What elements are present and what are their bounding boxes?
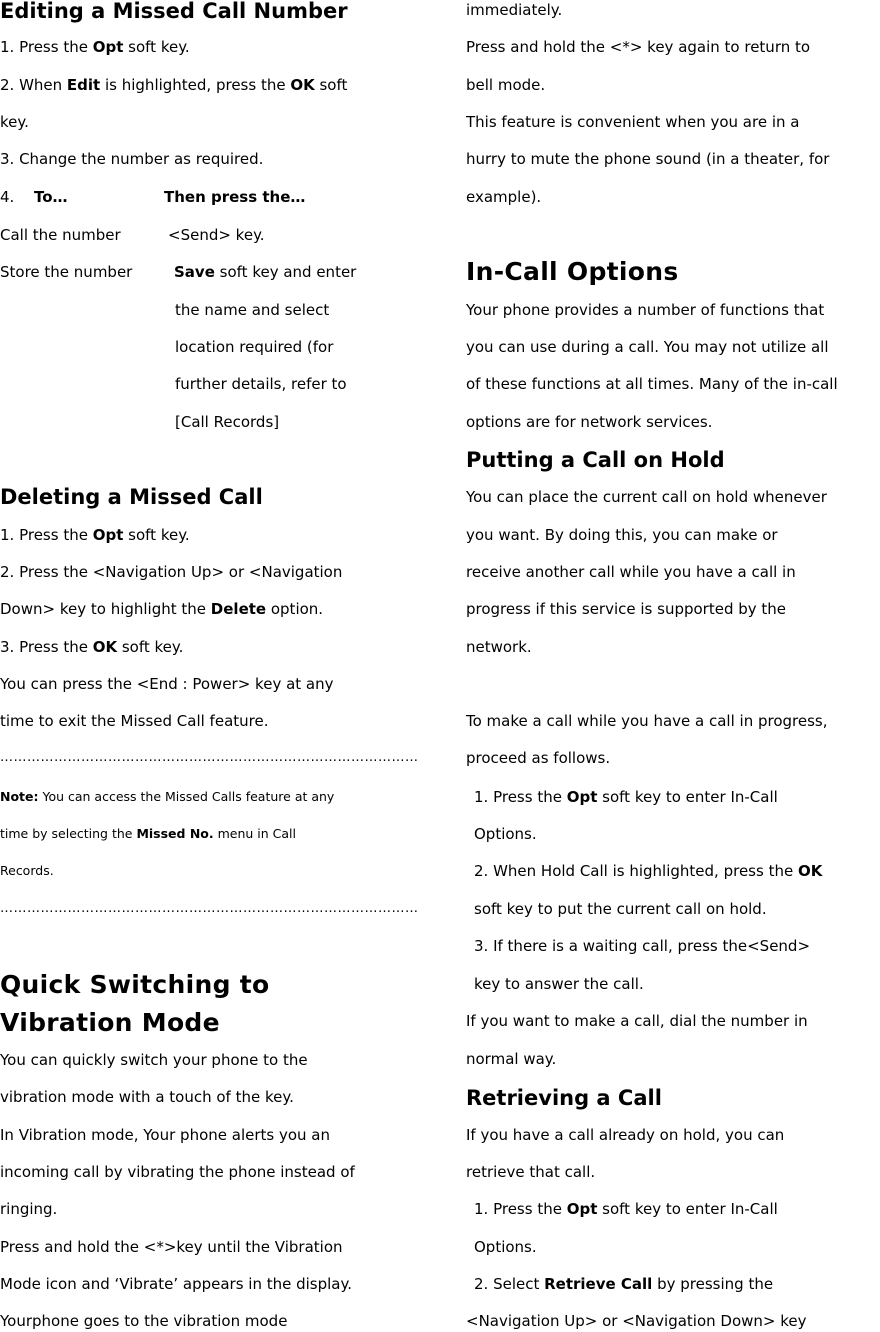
vibration-cont-line: hurry to mute the phone sound (in a theater, for (466, 150, 830, 168)
hold-step-1: 1. Press the Opt soft key to enter In-Call (474, 788, 778, 806)
edit-step-3: 3. Change the number as required. (0, 150, 264, 168)
note-line: Records. (0, 863, 54, 878)
table-row-1-label: Call the number (0, 226, 121, 244)
vibration-cont-line: This feature is convenient when you are in a (466, 113, 800, 131)
vibration-line: You can quickly switch your phone to the (0, 1051, 308, 1069)
table-row-2-line: further details, refer to (175, 375, 347, 393)
edit-step-2-cont: key. (0, 113, 29, 131)
retrieve-step-2: 2. Select Retrieve Call by pressing the (474, 1275, 774, 1293)
table-row-1-action: <Send> key. (168, 226, 265, 244)
hold-line: progress if this service is supported by the (466, 600, 787, 618)
hold-step-2-cont: soft key to put the current call on hold. (474, 900, 767, 918)
hold-heading: Putting a Call on Hold (466, 448, 725, 472)
table-head-to: To… (34, 188, 68, 206)
edit-step-1: 1. Press the Opt soft key. (0, 38, 190, 56)
make-call-line: proceed as follows. (466, 749, 611, 767)
retrieve-line: retrieve that call. (466, 1163, 596, 1181)
edit-step-2: 2. When Edit is highlighted, press the OK soft (0, 76, 348, 94)
table-row-2-line: location required (for (175, 338, 334, 356)
vibration-heading: Quick Switching to (0, 970, 270, 999)
vibration-line: incoming call by vibrating the phone instead of (0, 1163, 355, 1181)
note-line: Note: You can access the Missed Calls feature at any (0, 789, 335, 804)
delete-paragraph: You can press the <End : Power> key at any (0, 675, 334, 693)
retrieve-step-1: 1. Press the Opt soft key to enter In-Call (474, 1200, 778, 1218)
retrieve-step-1-cont: Options. (474, 1238, 537, 1256)
vibration-line: Yourphone goes to the vibration mode (0, 1312, 288, 1330)
vibration-line: vibration mode with a touch of the key. (0, 1088, 294, 1106)
note-line: time by selecting the Missed No. menu in Call (0, 826, 297, 841)
table-head-then: Then press the… (164, 188, 306, 206)
retrieve-heading: Retrieving a Call (466, 1086, 662, 1110)
hold-line: You can place the current call on hold whenever (466, 488, 827, 506)
table-row-2-line: [Call Records] (175, 413, 280, 431)
in-call-line: options are for network services. (466, 413, 713, 431)
table-row-2-label: Store the number (0, 263, 133, 281)
dotted-divider: ………………………………………………………………………………… (0, 750, 419, 765)
vibration-cont-line: immediately. (466, 1, 563, 19)
retrieve-step-2-cont: <Navigation Up> or <Navigation Down> key (466, 1312, 807, 1330)
dotted-divider: ………………………………………………………………………………… (0, 901, 419, 916)
hold-step-1-cont: Options. (474, 825, 537, 843)
vibration-cont-line: Press and hold the <*> key again to return to (466, 38, 811, 56)
hold-after-line: If you want to make a call, dial the number in (466, 1012, 808, 1030)
hold-line: receive another call while you have a call in (466, 563, 796, 581)
vibration-cont-line: bell mode. (466, 76, 546, 94)
vibration-cont-line: example). (466, 188, 542, 206)
hold-after-line: normal way. (466, 1050, 557, 1068)
vibration-line: Press and hold the <*>key until the Vibration (0, 1238, 343, 1256)
delete-step-2: 2. Press the <Navigation Up> or <Navigation (0, 563, 343, 581)
editing-heading: Editing a Missed Call Number (0, 0, 348, 23)
hold-line: you want. By doing this, you can make or (466, 526, 778, 544)
vibration-line: Mode icon and ‘Vibrate’ appears in the display. (0, 1275, 353, 1293)
retrieve-line: If you have a call already on hold, you can (466, 1126, 785, 1144)
make-call-line: To make a call while you have a call in progress, (466, 712, 828, 730)
in-call-line: of these functions at all times. Many of the in-call (466, 375, 838, 393)
vibration-line: ringing. (0, 1200, 58, 1218)
hold-step-3: 3. If there is a waiting call, press the<Send> (474, 937, 811, 955)
delete-step-3: 3. Press the OK soft key. (0, 638, 184, 656)
hold-line: network. (466, 638, 532, 656)
vibration-heading: Vibration Mode (0, 1008, 220, 1037)
deleting-heading: Deleting a Missed Call (0, 485, 263, 509)
table-row-2-action: Save soft key and enter (174, 263, 357, 281)
edit-step-4-num: 4. (0, 188, 15, 206)
hold-step-3-cont: key to answer the call. (474, 975, 644, 993)
delete-paragraph: time to exit the Missed Call feature. (0, 712, 269, 730)
vibration-line: In Vibration mode, Your phone alerts you an (0, 1126, 330, 1144)
delete-step-2-cont: Down> key to highlight the Delete option. (0, 600, 324, 618)
in-call-line: Your phone provides a number of functions that (466, 301, 825, 319)
in-call-options-heading: In-Call Options (466, 257, 679, 286)
delete-step-1: 1. Press the Opt soft key. (0, 526, 190, 544)
table-row-2-line: the name and select (175, 301, 330, 319)
in-call-line: you can use during a call. You may not utilize all (466, 338, 829, 356)
hold-step-2: 2. When Hold Call is highlighted, press the OK (474, 862, 823, 880)
